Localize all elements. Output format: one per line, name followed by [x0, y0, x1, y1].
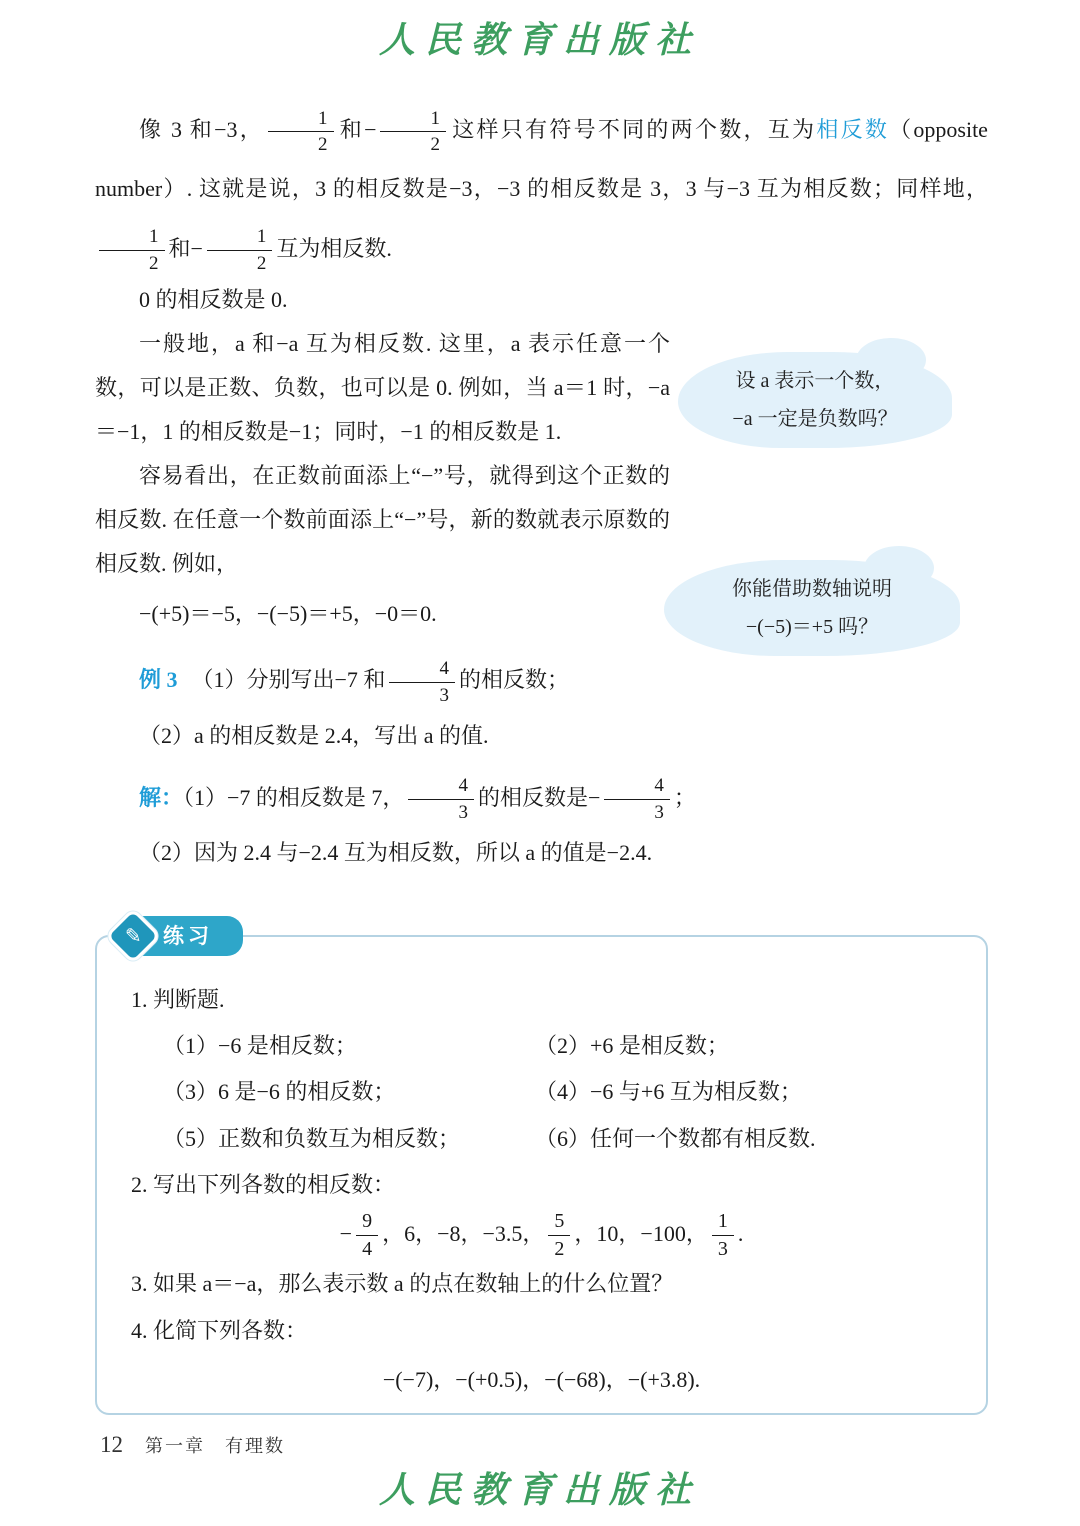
- fraction-4-3: $\frac{4}{3}$: [389, 658, 455, 707]
- text-segment: （1）分别写出−7 和: [191, 667, 386, 693]
- text-segment: 和−: [337, 117, 377, 142]
- solution-label: 解：: [139, 784, 184, 810]
- page-content: [95, 100, 988, 875]
- fraction-1-2: $\frac{1}{2}$: [207, 226, 273, 275]
- bubble-text: −a 一定是负数吗？: [732, 408, 898, 430]
- practice-badge-label: 练习: [137, 916, 243, 956]
- example-line-1: [95, 650, 988, 709]
- paragraph-sign: 容易看出，在正数前面添上“−”号，就得到这个正数的相反数. 在任意一个数前面添上“−”号，新的数就表示原数的相反数. 例如，: [95, 463, 670, 577]
- question-1-items: [163, 1023, 952, 1162]
- example-label: 例 3: [139, 667, 178, 693]
- page-footer: [100, 1432, 285, 1458]
- text-segment: 这样只有符号不同的两个数，互为: [449, 117, 817, 142]
- question-4-expressions: −(−7)，−(+0.5)，−(−68)，−(+3.8).: [382, 1366, 701, 1392]
- example-line-2: （2）a 的相反数是 2.4，写出 a 的值.: [139, 722, 489, 748]
- bubble-text: 设 a 表示一个数，: [735, 370, 895, 392]
- question-4: 4. 化简下列各数：: [131, 1317, 308, 1343]
- page-number: 12: [100, 1432, 123, 1457]
- thought-bubble-variable: [678, 352, 952, 448]
- equation-line: −(+5)＝−5，−(−5)＝+5，−0＝0.: [139, 601, 437, 627]
- paragraph-zero: 0 的相反数是 0.: [139, 287, 288, 313]
- fraction-1-2: $\frac{1}{2}$: [99, 226, 165, 275]
- practice-box: [95, 924, 988, 1415]
- judge-item: （3）6 是−6 的相反数；: [163, 1079, 396, 1105]
- text-segment: 互为相反数.: [276, 235, 392, 261]
- judge-item: （5）正数和负数互为相反数；: [163, 1125, 461, 1151]
- publisher-logo-top: 人民教育出版社: [378, 19, 701, 61]
- paragraph-definition: [95, 100, 988, 278]
- text-segment: 的相反数；: [458, 667, 569, 693]
- text-segment: 和−: [168, 235, 203, 261]
- pencil-icon: ✎: [105, 908, 162, 965]
- solution-line-2: （2）因为 2.4 与−2.4 互为相反数，所以 a 的值是−2.4.: [139, 839, 653, 865]
- question-2: 2. 写出下列各数的相反数：: [131, 1171, 396, 1197]
- fraction-1-3: $\frac{1}{3}$: [712, 1210, 734, 1261]
- fraction-1-2: $\frac{1}{2}$: [268, 108, 334, 157]
- fraction-4-3: $\frac{4}{3}$: [604, 775, 670, 824]
- judge-item: （1）−6 是相反数；: [163, 1033, 357, 1059]
- publisher-logo-bottom: 人民教育出版社: [378, 1469, 701, 1511]
- bubble-text: −(−5)＝+5 吗？: [745, 616, 879, 638]
- judge-item: （4）−6 与+6 互为相反数；: [535, 1079, 802, 1105]
- fraction-5-2: $\frac{5}{2}$: [548, 1210, 570, 1261]
- thought-bubble-numberline: [664, 560, 960, 656]
- term-opposite-number: 相反数: [816, 117, 890, 142]
- text-segment: −: [339, 1220, 353, 1246]
- fraction-4-3: $\frac{4}{3}$: [408, 775, 474, 824]
- bubble-text: 你能借助数轴说明: [732, 578, 892, 600]
- text-segment: ；: [673, 784, 696, 810]
- text-segment: 的相反数是−: [477, 784, 601, 810]
- chapter-title: 第一章 有理数: [145, 1436, 285, 1456]
- text-segment: ，6，−8，−3.5，: [382, 1220, 545, 1246]
- practice-badge: [113, 916, 243, 956]
- judge-item: （2）+6 是相反数；: [535, 1033, 729, 1059]
- paragraph-general: 一般地，a 和−a 互为相反数. 这里，a 表示任意一个数，可以是正数、负数，也可以是 0. 例如，当 a＝1 时，−a＝−1，1 的相反数是−1；同时，−1 的相反数是 1.: [95, 331, 670, 445]
- question-2-numbers: [131, 1208, 952, 1261]
- fraction-9-4: $\frac{9}{4}$: [356, 1210, 378, 1261]
- text-segment: .: [737, 1220, 744, 1246]
- text-segment: （opposite number）. 这就是说，3 的相反数是−3，−3 的相反数是 3，3 与−3 互为相反数；同样地，: [95, 117, 988, 202]
- text-segment: ，10，−100，: [574, 1220, 708, 1246]
- fraction-1-2: $\frac{1}{2}$: [380, 108, 446, 157]
- judge-item: （6）任何一个数都有相反数.: [535, 1125, 816, 1151]
- text-segment: （1）−7 的相反数是 7，: [183, 784, 405, 810]
- text-segment: 像 3 和−3，: [139, 117, 265, 142]
- solution-line-1: [95, 768, 988, 827]
- question-3: 3. 如果 a＝−a，那么表示数 a 的点在数轴上的什么位置？: [131, 1271, 674, 1297]
- question-1: 1. 判断题.: [131, 987, 225, 1012]
